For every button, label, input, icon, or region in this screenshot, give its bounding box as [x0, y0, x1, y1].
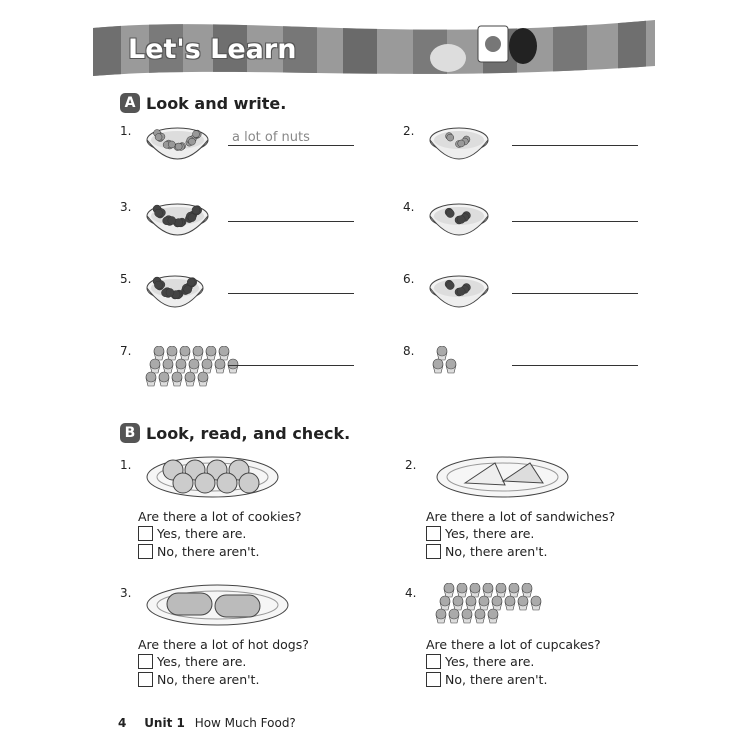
section-b-title: Look, read, and check.	[146, 423, 351, 443]
unit-label: Unit 1	[144, 716, 185, 730]
item-number: 4.	[403, 200, 415, 214]
yes-option[interactable]	[138, 526, 246, 541]
item-number: 1.	[120, 458, 132, 472]
question: Are there a lot of cookies?	[138, 509, 302, 524]
yes-label: Yes, there are.	[157, 526, 247, 541]
yes-option[interactable]	[426, 526, 534, 541]
question: Are there a lot of cupcakes?	[426, 637, 601, 652]
item-number: 5.	[120, 272, 132, 286]
bowl-few-blueberries-image	[428, 274, 498, 322]
no-option[interactable]	[138, 544, 259, 559]
page-number: 4	[118, 716, 127, 730]
answer-line[interactable]	[512, 221, 638, 222]
checkbox-no[interactable]	[138, 672, 153, 687]
bowl-of-blueberries-image	[145, 274, 213, 322]
answer-line[interactable]	[228, 145, 354, 146]
checkbox-yes[interactable]	[138, 526, 153, 541]
section-b-heading	[120, 423, 350, 443]
item-number: 3.	[120, 586, 132, 600]
plate-of-hot-dogs-image	[145, 583, 290, 633]
yes-label: Yes, there are.	[445, 654, 535, 669]
answer-text: a lot of nuts	[232, 130, 310, 145]
answer-line[interactable]	[512, 365, 638, 366]
no-label: No, there aren't.	[445, 672, 548, 687]
item-number: 6.	[403, 272, 415, 286]
bowl-few-grapes-image	[428, 202, 498, 250]
bowl-few-nuts-image	[428, 126, 498, 174]
few-cupcakes-image	[428, 346, 506, 394]
question: Are there a lot of hot dogs?	[138, 637, 309, 652]
item-number: 1.	[120, 124, 132, 138]
bowl-of-grapes-image	[145, 202, 218, 250]
answer-line[interactable]	[228, 293, 354, 294]
checkbox-yes[interactable]	[138, 654, 153, 669]
item-number: 3.	[120, 200, 132, 214]
item-number: 8.	[403, 344, 415, 358]
no-label: No, there aren't.	[157, 672, 260, 687]
item-number: 4.	[405, 586, 417, 600]
checkbox-yes[interactable]	[426, 526, 441, 541]
plate-of-sandwiches-image	[435, 455, 570, 505]
yes-option[interactable]	[138, 654, 246, 669]
no-option[interactable]	[426, 544, 547, 559]
no-option[interactable]	[138, 672, 259, 687]
item-number: 2.	[403, 124, 415, 138]
checkbox-yes[interactable]	[426, 654, 441, 669]
yes-option[interactable]	[426, 654, 534, 669]
no-label: No, there aren't.	[157, 544, 260, 559]
answer-line[interactable]	[228, 365, 354, 366]
question: Are there a lot of sandwiches?	[426, 509, 616, 524]
checkbox-no[interactable]	[138, 544, 153, 559]
bowl-of-nuts-image	[145, 126, 218, 174]
answer-line[interactable]	[512, 293, 638, 294]
answer-line[interactable]	[512, 145, 638, 146]
item-number: 7.	[120, 344, 132, 358]
unit-title: How Much Food?	[194, 716, 296, 730]
plate-of-cookies-image	[145, 455, 280, 505]
section-a-heading	[120, 93, 286, 113]
checkbox-no[interactable]	[426, 544, 441, 559]
section-b-badge: B	[120, 423, 140, 443]
item-number: 2.	[405, 458, 417, 472]
yes-label: Yes, there are.	[445, 526, 535, 541]
no-option[interactable]	[426, 672, 547, 687]
banner-title: Let's Learn	[128, 34, 297, 65]
many-cupcakes-image	[435, 583, 585, 633]
checkbox-no[interactable]	[426, 672, 441, 687]
yes-label: Yes, there are.	[157, 654, 247, 669]
answer-line[interactable]	[228, 221, 354, 222]
no-label: No, there aren't.	[445, 544, 548, 559]
many-cupcakes-image	[145, 346, 278, 394]
section-a-badge: A	[120, 93, 140, 113]
section-a-title: Look and write.	[146, 93, 287, 113]
footer	[118, 716, 296, 730]
